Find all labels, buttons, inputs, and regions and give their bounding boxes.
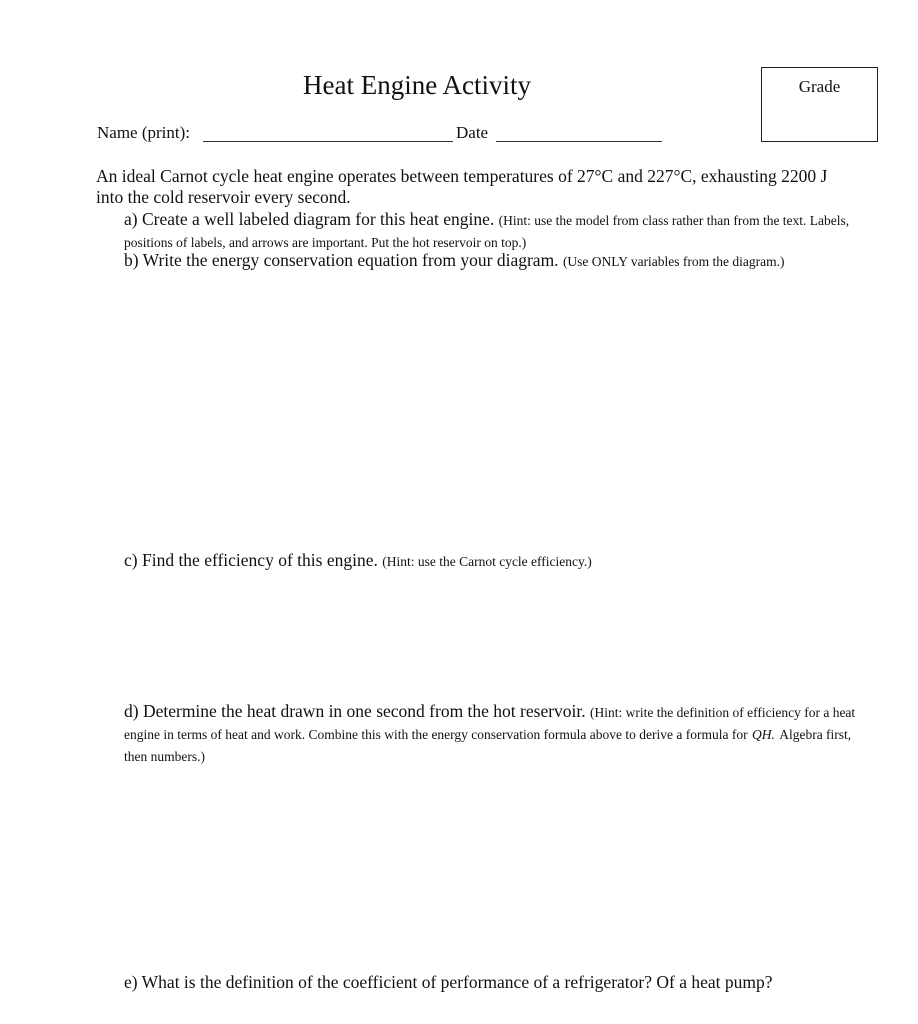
problem-statement: An ideal Carnot cycle heat engine operates between temperatures of 27°C and 227°C, exhausting 2200 J into the cold reservoir every second.: [96, 166, 828, 207]
question-b-text: b) Write the energy conservation equation from your diagram.: [124, 250, 559, 270]
date-field[interactable]: [496, 141, 662, 142]
question-e: [124, 972, 860, 992]
question-d-hint: (Hint: write the definition of efficiency for a heat engine in terms of heat and work. Combine this with the energy conservation formula above to derive a formula for: [124, 705, 856, 742]
question-d-text: d) Determine the heat drawn in one second from the hot reservoir.: [124, 701, 586, 721]
question-c-hint: (Hint: use the Carnot cycle efficiency.): [382, 554, 592, 569]
question-c: [124, 550, 860, 572]
name-field[interactable]: [203, 141, 453, 142]
name-label: Name (print):: [97, 123, 190, 142]
question-b-hint: (Use ONLY variables from the diagram.): [562, 254, 785, 269]
page-title: Heat Engine Activity: [303, 70, 531, 100]
question-a-text: a) Create a well labeled diagram for this heat engine.: [124, 209, 495, 229]
question-d-hint-variable: QH.: [751, 727, 775, 742]
question-d-hint-end: Algebra first, then numbers.): [124, 727, 852, 764]
question-a-hint: (Hint: use the model from class rather than from the text. Labels, positions of labels, and arrows are important. Put the hot reservoir on top.): [124, 213, 850, 250]
question-a: [124, 209, 860, 253]
question-d: [124, 701, 860, 767]
question-c-text: c) Find the efficiency of this engine.: [124, 550, 378, 570]
question-b: [124, 250, 860, 272]
date-label: Date: [456, 123, 489, 142]
question-e-text: e) What is the definition of the coefficient of performance of a refrigerator? Of a heat pump?: [124, 972, 773, 992]
grade-box[interactable]: [761, 67, 878, 142]
grade-label: Grade: [798, 77, 841, 96]
